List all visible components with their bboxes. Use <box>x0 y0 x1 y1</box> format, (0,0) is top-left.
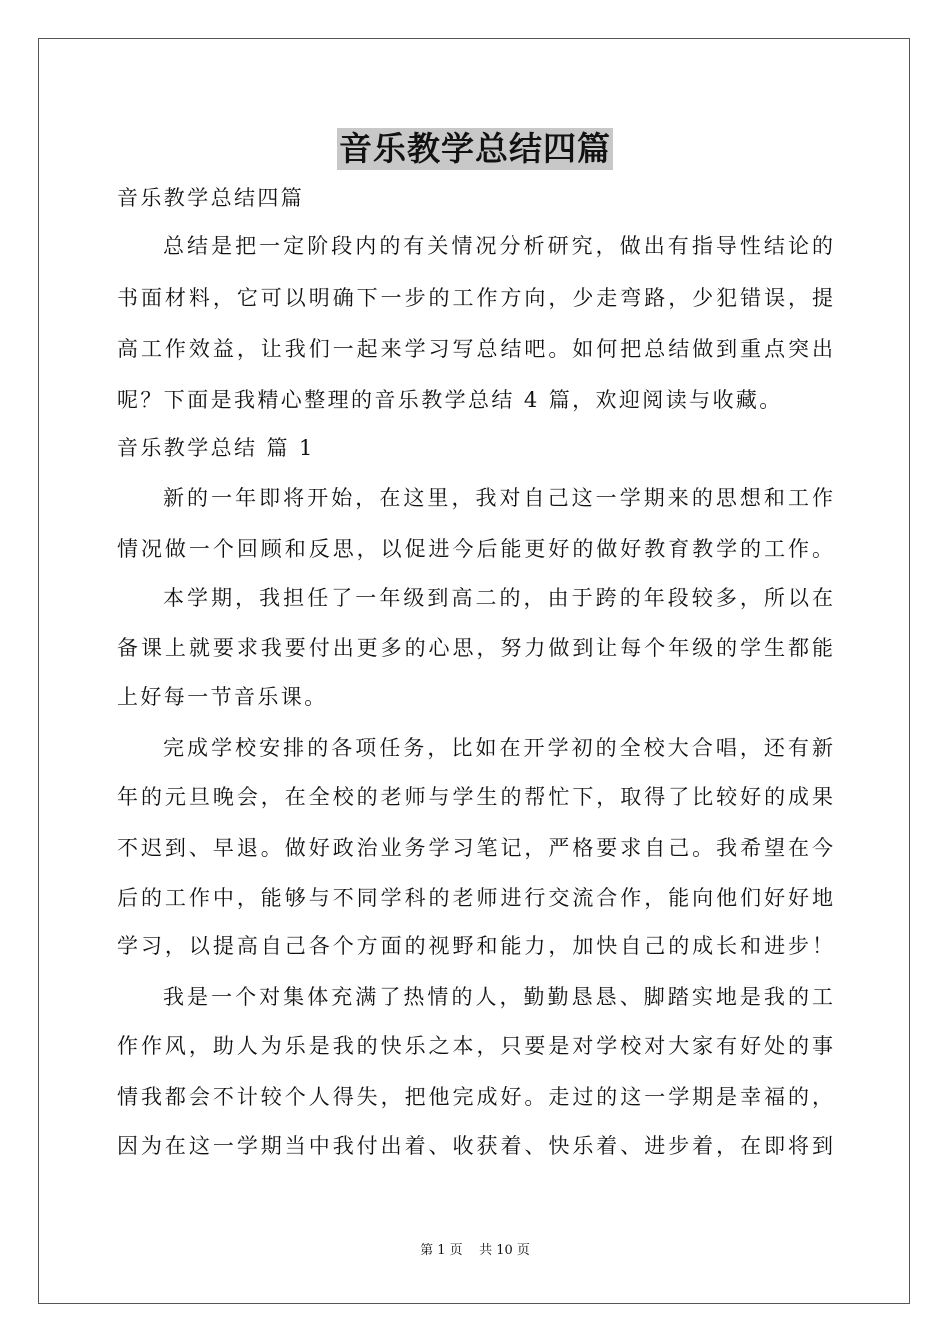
text-line: 因为在这一学期当中我付出着、收获着、快乐着、进步着，在即将到 <box>117 1134 833 1158</box>
text-line: 高工作效益，让我们一起来学习写总结吧。如何把总结做到重点突出 <box>117 337 833 361</box>
text-line: 呢？下面是我精心整理的音乐教学总结 4 篇，欢迎阅读与收藏。 <box>117 388 783 412</box>
document-title: 音乐教学总结四篇 <box>339 129 611 168</box>
text-line: 完成学校安排的各项任务，比如在开学初的全校大合唱，还有新 <box>163 736 833 760</box>
text-line: 情况做一个回顾和反思，以促进今后能更好的做好教育教学的工作。 <box>117 537 833 561</box>
text-line: 年的元旦晚会，在全校的老师与学生的帮忙下，取得了比较好的成果 <box>117 785 833 809</box>
text-line: 新的一年即将开始，在这里，我对自己这一学期来的思想和工作 <box>163 486 833 510</box>
page-number-footer: 第 1 页 共 10 页 <box>420 1243 530 1258</box>
text-line: 学习，以提高自己各个方面的视野和能力，加快自己的成长和进步！ <box>117 934 833 958</box>
text-line: 总结是把一定阶段内的有关情况分析研究，做出有指导性结论的 <box>163 234 833 258</box>
text-line: 本学期，我担任了一年级到高二的，由于跨的年段较多，所以在 <box>163 586 833 610</box>
section-heading: 音乐教学总结 篇 1 <box>117 436 315 460</box>
text-line: 不迟到、早退。做好政治业务学习笔记，严格要求自己。我希望在今 <box>117 836 833 860</box>
text-line: 备课上就要求我要付出更多的心思，努力做到让每个年级的学生都能 <box>117 636 833 660</box>
subtitle-line: 音乐教学总结四篇 <box>117 186 305 210</box>
text-line: 后的工作中，能够与不同学科的老师进行交流合作，能向他们好好地 <box>117 886 833 910</box>
page-border <box>38 38 910 1304</box>
text-line: 我是一个对集体充满了热情的人，勤勤恳恳、脚踏实地是我的工 <box>163 985 833 1009</box>
text-line: 书面材料，它可以明确下一步的工作方向，少走弯路，少犯错误，提 <box>117 286 833 310</box>
text-line: 作作风，助人为乐是我的快乐之本，只要是对学校对大家有好处的事 <box>117 1034 833 1058</box>
title-container <box>0 128 950 170</box>
text-line: 上好每一节音乐课。 <box>117 685 328 709</box>
text-line: 情我都会不计较个人得失，把他完成好。走过的这一学期是幸福的， <box>117 1085 833 1109</box>
